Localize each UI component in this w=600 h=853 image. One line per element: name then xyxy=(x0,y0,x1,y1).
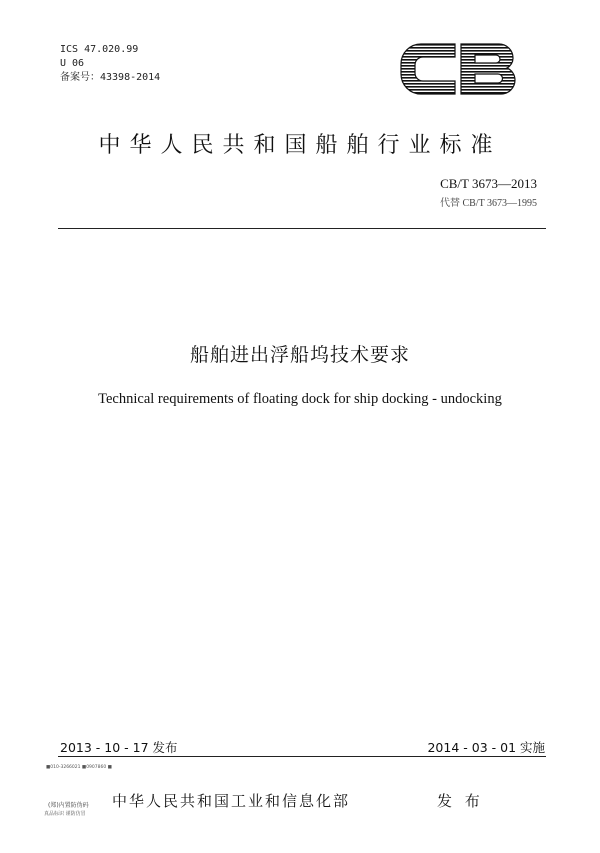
top-divider xyxy=(58,228,546,229)
industry-standard-title: 中华人民共和国船舶行业标准 xyxy=(98,133,502,158)
publisher: 中华人民共和国工业和信息化部 xyxy=(112,792,351,810)
anti-counterfeit-note: 真品标识 谨防仿冒 xyxy=(44,811,86,817)
title-chinese: 船舶进出浮船坞技术要求 xyxy=(189,344,410,366)
issue-date: 2013 - 10 - 17 发布 xyxy=(60,740,178,755)
standard-code: CB/T 3673—2013 xyxy=(440,176,537,191)
publish-label: 发 布 xyxy=(437,792,484,810)
record-number: 备案号：43398-2014 xyxy=(60,72,161,83)
cb-logo xyxy=(397,38,521,100)
replaces-code: 代替 CB/T 3673—1995 xyxy=(439,198,537,209)
bottom-divider xyxy=(58,756,546,757)
title-english: Technical requirements of floating dock for ship docking - undocking xyxy=(98,391,502,407)
anti-counterfeit-label: (郑)内置防伪码 xyxy=(48,802,89,809)
classification-code: U 06 xyxy=(60,58,85,69)
ics-code: ICS 47.020.99 xyxy=(60,44,139,55)
anti-counterfeit-serial: ■010-3266021 ■0907860 ■ xyxy=(46,765,112,770)
effective-date: 2014 - 03 - 01 实施 xyxy=(427,740,545,755)
